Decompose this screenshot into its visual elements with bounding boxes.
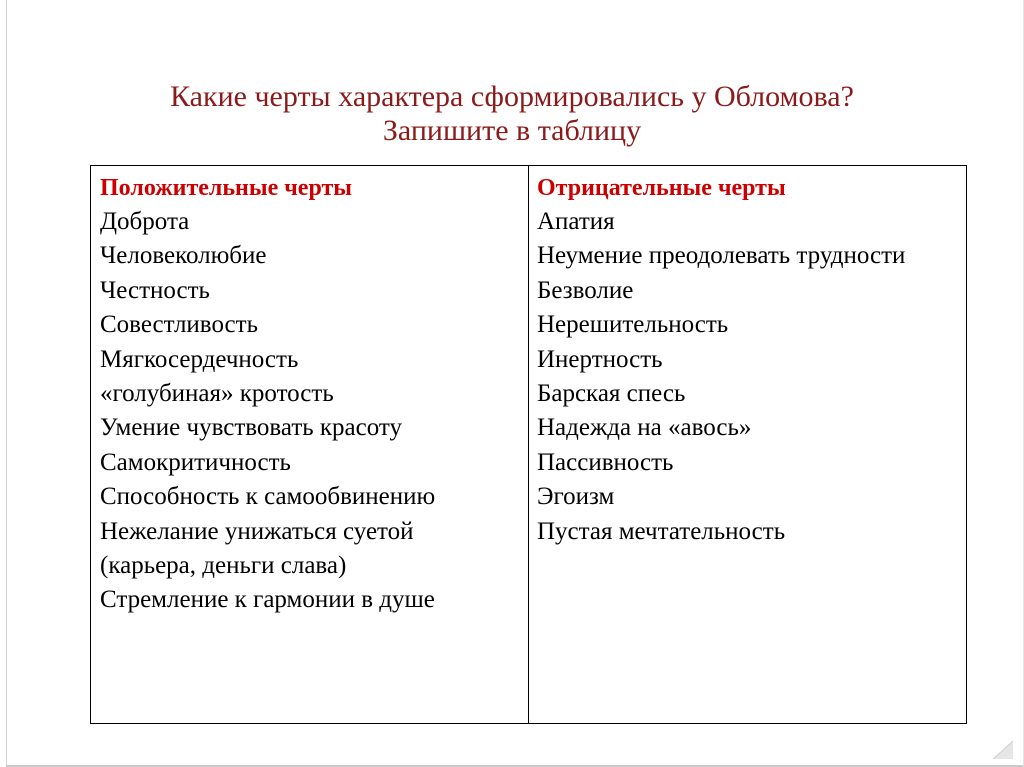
positive-traits-list <box>100 205 528 618</box>
traits-table <box>90 165 967 724</box>
list-item: Безволие <box>537 276 634 304</box>
list-item: Пассивность <box>537 448 674 476</box>
list-item: Пустая мечтательность <box>537 517 786 545</box>
list-item: (карьера, деньги слава) <box>100 552 347 580</box>
negative-traits-list <box>537 205 966 549</box>
list-item: Честность <box>100 276 210 304</box>
negative-traits-header: Отрицательные черты <box>537 175 786 201</box>
list-item: «голубиная» кротость <box>100 380 334 408</box>
list-item: Нежелание унижаться суетой <box>100 517 414 545</box>
slide-title: Какие черты характера сформировались у Обломова? <box>170 80 854 113</box>
list-item: Совестливость <box>100 311 258 339</box>
negative-traits-column <box>529 166 966 723</box>
list-item: Умение чувствовать красоту <box>100 414 403 442</box>
list-item: Нерешительность <box>537 311 729 339</box>
list-item: Стремление к гармонии в душе <box>100 586 435 614</box>
list-item: Человеколюбие <box>100 242 267 270</box>
list-item: Неумение преодолевать трудности <box>537 242 906 270</box>
page-curl-icon <box>993 741 1013 759</box>
list-item: Эгоизм <box>537 483 615 511</box>
slide-subtitle: Запишите в таблицу <box>382 114 642 147</box>
list-item: Барская спесь <box>537 380 686 408</box>
list-item: Доброта <box>100 208 190 235</box>
list-item: Надежда на «авось» <box>537 414 752 442</box>
list-item: Апатия <box>537 208 615 235</box>
list-item: Самокритичность <box>100 448 291 476</box>
list-item: Мягкосердечность <box>100 345 299 373</box>
positive-traits-column <box>91 166 529 723</box>
positive-traits-header: Положительные черты <box>100 175 353 201</box>
list-item: Инертность <box>537 345 663 373</box>
list-item: Способность к самообвинению <box>100 483 436 511</box>
